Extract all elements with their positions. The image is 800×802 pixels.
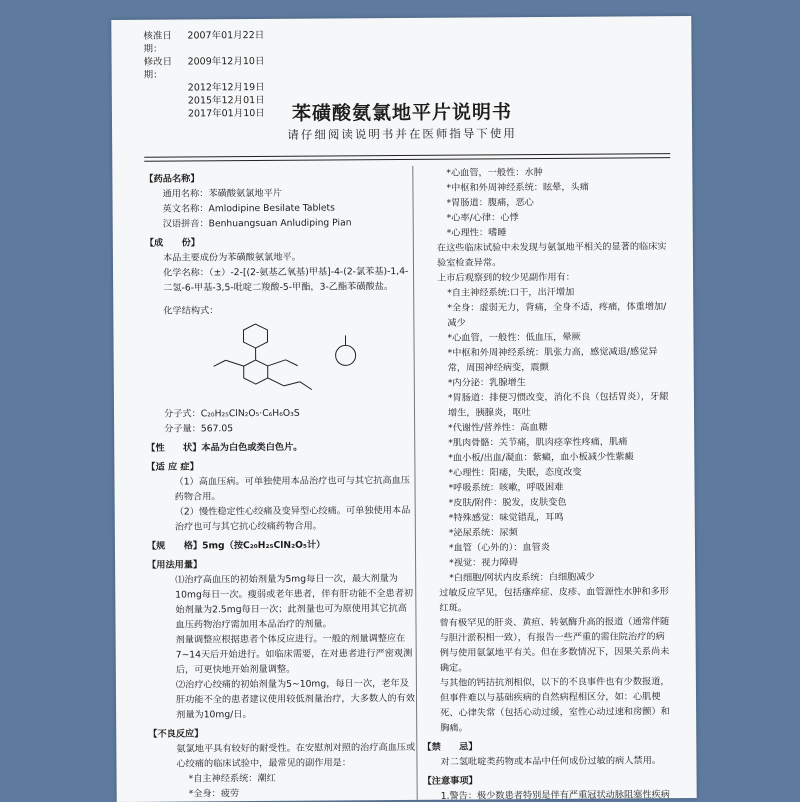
- adverse-item: *呼吸系统：咳嗽，呼吸困难: [421, 479, 673, 496]
- adverse-item: *皮肤/附件：脱发，皮肤变色: [421, 494, 673, 511]
- dosage-paragraph: 剂量调整应根据患者个体反应进行。一般的剂量调整应在7~14天后开始进行。如临床需要，在对患者进行严密观测后，可更快地开始剂量调整。: [148, 631, 416, 678]
- document-subtitle: 请仔细阅读说明书并在医师指导下使用: [112, 124, 692, 144]
- adverse-paragraph: 曾有极罕见的肝炎、黄疸、转氨酶升高的报道（通常伴随与胆汁淤积相一致），有报告一些严重的需住院治疗的病例与使用氨氯地平有关。但在多数情况下，因果关系尚未确定。: [421, 614, 673, 676]
- adverse-item: *代谢性/营养性：高血糖: [420, 419, 672, 436]
- document-title: 苯磺酸氨氯地平片说明书: [112, 96, 692, 127]
- contraindication-text: 对二氢吡啶类药物或本品中任何成份过敏的病人禁用。: [422, 753, 674, 770]
- adverse-paragraph: 上市后观察到的较少见副作用有：: [419, 269, 671, 286]
- section-contraindications: 【禁 忌】: [422, 738, 674, 755]
- adverse-paragraph: 过敏反应罕见，包括瘙痒症、皮疹、血管源性水肿和多形红斑。: [421, 584, 673, 616]
- modified-date-label: 修改日期：: [144, 56, 188, 82]
- adverse-item: *血小板/出血/凝血：紫癜，血小板减少性紫癜: [420, 449, 672, 466]
- modified-date: 2015年12月01日: [188, 94, 265, 108]
- section-specification: 【规 格】5mg（按C₂₀H₂₅ClN₂O₅计）: [147, 537, 415, 554]
- section-adverse-reactions: 【不良反应】: [148, 725, 416, 742]
- adverse-item: *中枢和外周神经系统：眩晕，头痛: [418, 179, 670, 196]
- molecular-formula: 分子式：C₂₀H₂₅ClN₂O₅·C₆H₆O₃S: [146, 405, 414, 422]
- english-name: 英文名称：Amlodipine Besilate Tablets: [145, 200, 413, 217]
- adverse-item: *心血管，一般性：水肿: [418, 164, 670, 181]
- left-column: [144, 166, 416, 802]
- chemical-structure-drawing: [185, 319, 386, 404]
- modified-date: 2012年12月19日: [188, 81, 265, 95]
- adverse-item: *心血管，一般性：低血压，晕厥: [419, 329, 671, 346]
- adverse-item: *特殊感觉：味觉错乱，耳鸣: [421, 509, 673, 526]
- section-name: 【药品名称】: [144, 170, 412, 187]
- adverse-item: *泌尿系统：尿频: [421, 524, 673, 541]
- adverse-item: *视觉：视力障碍: [421, 554, 673, 571]
- adverse-item: *自主神经系统：潮红: [149, 770, 417, 787]
- leaflet-page: [111, 16, 696, 802]
- dosage-paragraph: ⑴治疗高血压的初始剂量为5mg每日一次，最大剂量为10mg每日一次。瘦弱或老年患者，伴有肝功能不全患者初始剂量为2.5mg每日一次；此剂量也可为原使用其它抗高血压药物治疗需加用本品治疗的剂量。: [147, 571, 415, 633]
- modified-date: 2017年01月10日: [188, 107, 265, 121]
- indication-item: （1）高血压病。可单独使用本品治疗也可与其它抗高血压药物合用。: [146, 473, 414, 505]
- chemical-structure: [185, 319, 414, 405]
- adverse-item: *心理性：嗜睡: [419, 224, 671, 241]
- adverse-item: *内分泌：乳腺增生: [420, 374, 672, 391]
- indication-item: （2）慢性稳定性心绞痛及变异型心绞痛。可单独使用本品治疗也可与其它抗心绞痛药物合用。: [147, 503, 415, 535]
- adverse-item: *白细胞/网状内皮系统：白细胞减少: [421, 569, 673, 586]
- molecular-weight: 分子量：567.05: [146, 420, 414, 437]
- section-composition: 【成 份】: [145, 234, 413, 251]
- adverse-item: *胃肠道：腹痛，恶心: [419, 194, 671, 211]
- adverse-item: *胃肠道：排便习惯改变，消化不良（包括胃炎），牙龈增生，胰腺炎，呕吐: [420, 389, 672, 421]
- adverse-item: *全身：疲劳: [149, 785, 417, 802]
- adverse-item: *自主神经系统:口干，出汗增加: [419, 284, 671, 301]
- composition-text: 本品主要成份为苯磺酸氨氯地平。: [145, 249, 413, 266]
- adverse-paragraph: 与其他的钙拮抗剂相似，以下的不良事件也有少数报道，但事件难以与基础疾病的自然病程相区分，如：心肌梗死、心律失常（包括心动过缓，室性心动过速和房颤）和胸痛。: [422, 674, 674, 736]
- section-properties: 【性 状】本品为白色或类白色片。: [146, 439, 414, 456]
- verified-date: 2007年01月22日: [187, 29, 264, 56]
- right-column: [418, 164, 674, 802]
- pinyin-name: 汉语拼音：Benhuangsuan Anludiping Pian: [145, 215, 413, 232]
- verified-date-label: 核准日期：: [143, 30, 187, 56]
- dosage-paragraph: ⑵治疗心绞痛的初始剂量为5~10mg，每日一次，老年及肝功能不全的患者建议使用较低剂量治疗，大多数人的有效剂量为10mg/日。: [148, 676, 416, 723]
- generic-name: 通用名称：苯磺酸氨氯地平片: [144, 185, 412, 202]
- section-precautions: 【注意事项】: [423, 772, 675, 789]
- adverse-item: *心率/心律：心悸: [419, 209, 671, 226]
- adverse-paragraph: 氨氯地平具有较好的耐受性。在安慰剂对照的治疗高血压或心绞痛的临床试验中，最常见的副作用是：: [148, 740, 416, 772]
- section-indications: 【适 应 症】: [146, 458, 414, 475]
- adverse-item: *全身：虚弱无力，背痛，全身不适，疼痛，体重增加/减少: [419, 299, 671, 331]
- adverse-item: *中枢和外周神经系统：肌张力高，感觉减退/感觉异常，周围神经病变，震颤: [420, 344, 672, 376]
- divider: [144, 157, 670, 162]
- adverse-item: *心理性：阳痿，失眠，态度改变: [420, 464, 672, 481]
- adverse-item: *血管（心外的）：血管炎: [421, 539, 673, 556]
- adverse-paragraph: 在这些临床试验中未发现与氨氯地平相关的显著的临床实验室检查异常。: [419, 239, 671, 271]
- precaution-text: 1.警告：极少数患者特别是伴有严重冠状动脉阻塞性疾病: [423, 787, 675, 802]
- chemical-name: 化学名称：（±）-2-[(2-氨基乙氧基)甲基]-4-(2-氯苯基)-1,4-二氢-6-甲基-3,5-吡啶二羧酸-5-甲酯，3-乙酯苯磺酸盐。: [145, 264, 413, 296]
- adverse-item: *肌肉骨骼：关节痛，肌肉痉挛性疼痛，肌痛: [420, 434, 672, 451]
- section-dosage: 【用法用量】: [147, 556, 415, 573]
- structure-label: 化学结构式：: [145, 302, 413, 319]
- modified-date: 2009年12月10日: [188, 55, 265, 82]
